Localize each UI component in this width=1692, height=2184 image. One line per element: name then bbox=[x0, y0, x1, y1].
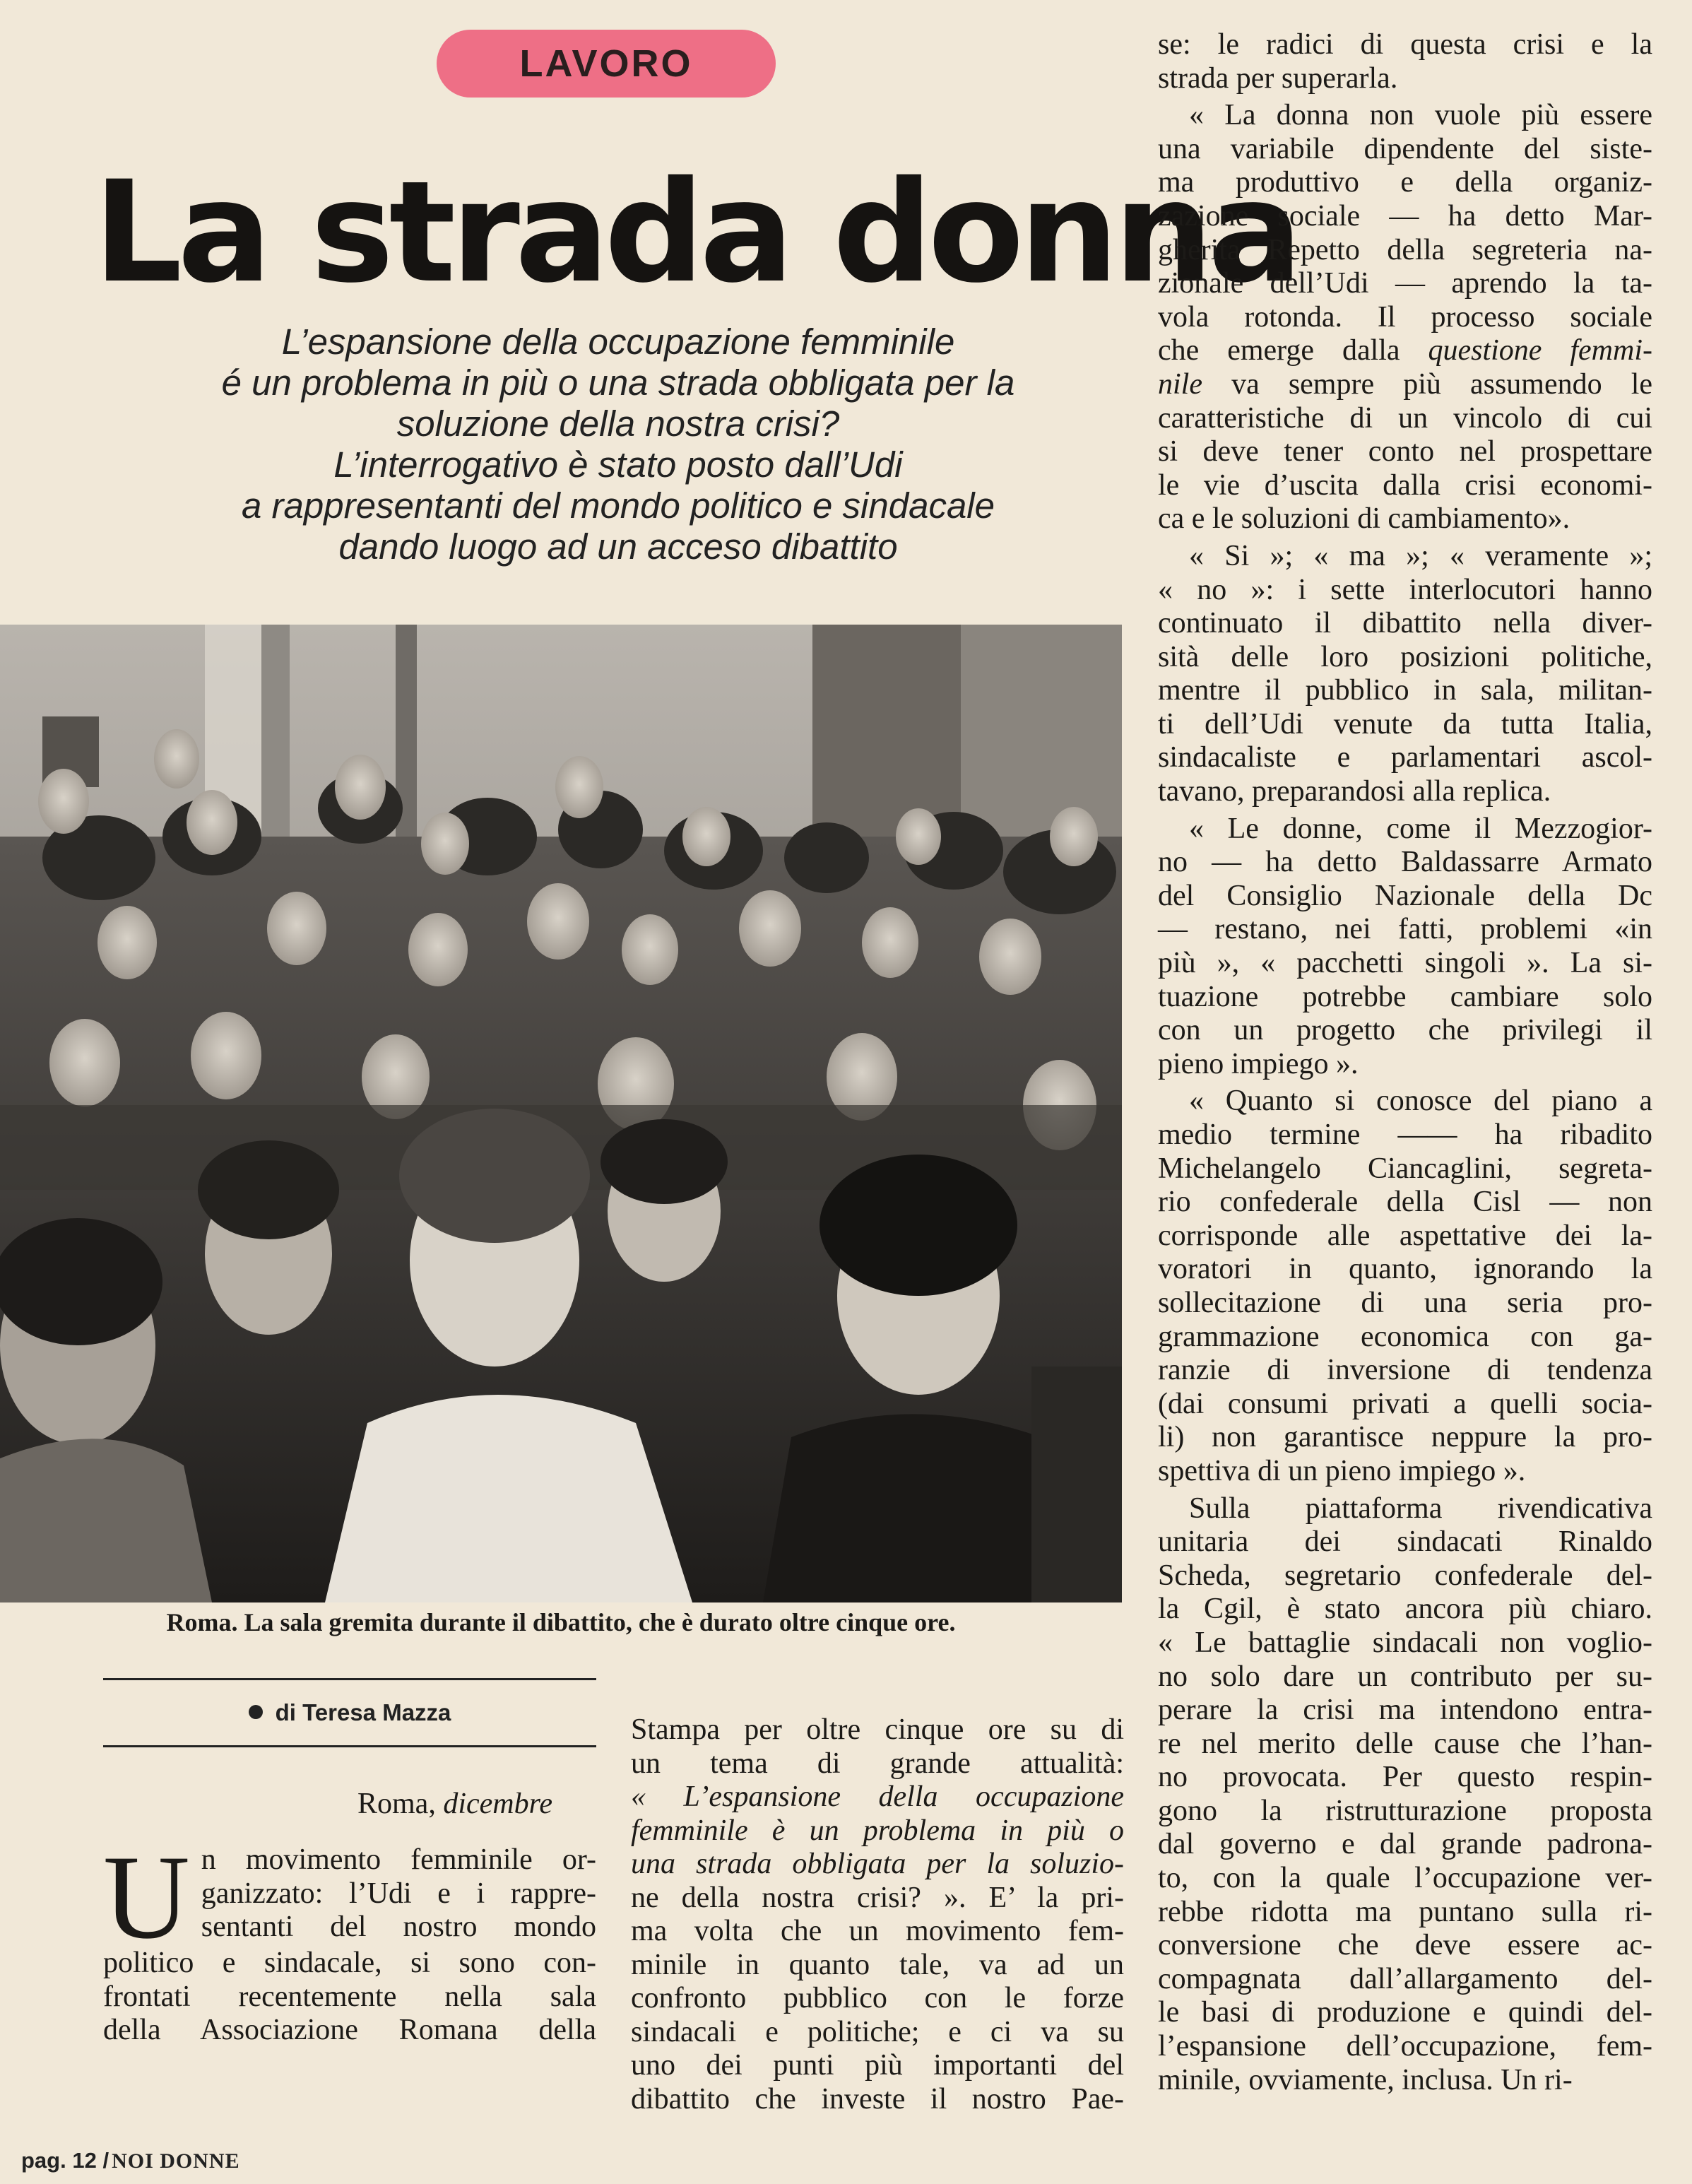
text-line: « La donna non vuole più essere bbox=[1189, 99, 1652, 132]
text-line: caratteristiche di un vincolo di cui bbox=[1158, 401, 1652, 435]
text-line: corrisponde alle aspettative dei la- bbox=[1158, 1219, 1652, 1252]
text-line: continuato il dibattito nella diver- bbox=[1158, 607, 1652, 640]
text-line: confronto pubblico con le forze bbox=[631, 1982, 1124, 2014]
text-line: mentre il pubblico in sala, militan- bbox=[1158, 674, 1652, 707]
text-line: voratori in quanto, ignorando la bbox=[1158, 1253, 1652, 1286]
text-line: « L’espansione della occupazione bbox=[631, 1781, 1124, 1813]
paragraph bbox=[1158, 540, 1652, 809]
text-line: sindacaliste e parlamentari ascol- bbox=[1158, 741, 1652, 774]
text-line: che emerge dalla questione femmi- bbox=[1158, 334, 1652, 367]
text-line: femminile è un problema in più o bbox=[631, 1814, 1124, 1847]
text-line: no provocata. Per questo respin- bbox=[1158, 1761, 1652, 1794]
photo-caption: Roma. La sala gremita durante il dibattito, che è durato oltre cinque ore. bbox=[166, 1608, 956, 1636]
text-line: li) non garantisce neppure la pro- bbox=[1158, 1421, 1652, 1454]
text-line: zazione sociale — ha detto Mar- bbox=[1158, 199, 1652, 232]
paragraph bbox=[1158, 28, 1652, 95]
text-line: Michelangelo Ciancaglini, segreta- bbox=[1158, 1152, 1652, 1185]
subtitle-line: é un problema in più o una strada obbligata per la bbox=[221, 362, 1015, 403]
text-line: Scheda, segretario confederale del- bbox=[1158, 1559, 1652, 1592]
text-line: ma volta che un movimento fem- bbox=[631, 1915, 1124, 1947]
paragraph bbox=[1158, 99, 1652, 536]
text-line: zionale dell’Udi — aprendo la ta- bbox=[1158, 267, 1652, 300]
text-line: rio confederale della Cisl — non bbox=[1158, 1186, 1652, 1219]
text-line: perare la crisi ma intendono entra- bbox=[1158, 1694, 1652, 1727]
article-column-2 bbox=[631, 1713, 1124, 2116]
text-line: « Si »; « ma »; « veramente »; bbox=[1189, 539, 1652, 572]
byline bbox=[103, 1699, 596, 1726]
text-line: grammazione economica con ga- bbox=[1158, 1320, 1652, 1353]
text-line: strada per superarla. bbox=[1158, 61, 1398, 95]
section-tag: LAVORO bbox=[437, 30, 776, 98]
text-line: « Le donne, come il Mezzogior- bbox=[1189, 812, 1652, 845]
text-line: della Associazione Romana della bbox=[103, 2014, 596, 2046]
text-line: « no »: i sette interlocutori hanno bbox=[1158, 573, 1652, 606]
text-line: più », « pacchetti singoli ». La si- bbox=[1158, 947, 1652, 980]
subtitle-line: soluzione della nostra crisi? bbox=[396, 403, 840, 444]
text-line: ne della nostra crisi? ». E’ la pri- bbox=[631, 1881, 1124, 1914]
paragraph bbox=[1158, 813, 1652, 1082]
text-line: Sulla piattaforma rivendicativa bbox=[1189, 1492, 1652, 1525]
text-line: ca e le soluzioni di cambiamento». bbox=[1158, 502, 1570, 536]
subtitle bbox=[113, 321, 1123, 567]
text-line: (dai consumi privati a quelli socia- bbox=[1158, 1387, 1652, 1420]
text-line: « Quanto si conosce del piano a bbox=[1189, 1085, 1652, 1118]
text-line: frontati recentemente nella sala bbox=[103, 1980, 596, 2013]
text-line: sentanti del nostro mondo bbox=[201, 1911, 596, 1943]
text-line: minile, ovviamente, inclusa. Un ri- bbox=[1158, 2063, 1573, 2096]
text-line: si deve tener conto nel prospettare bbox=[1158, 435, 1652, 468]
text-line: unitaria dei sindacati Rinaldo bbox=[1158, 1525, 1652, 1559]
text-line: ganizzato: l’Udi e i rappre- bbox=[201, 1877, 596, 1910]
article-column-3 bbox=[1158, 28, 1652, 2097]
text-line: medio termine —— ha ribadito bbox=[1158, 1118, 1652, 1151]
text-line: Stampa per oltre cinque ore su di bbox=[631, 1713, 1124, 1746]
dateline bbox=[357, 1788, 552, 1822]
text-line: con un progetto che privilegi il bbox=[1158, 1014, 1652, 1047]
text-line: rebbe ridotta ma puntano sulla ri- bbox=[1158, 1895, 1652, 1928]
text-line: una strada obbligata per la soluzio- bbox=[631, 1848, 1124, 1880]
text-line: sollecitazione di una seria pro- bbox=[1158, 1286, 1652, 1319]
text-line: le basi di produzione e quindi del- bbox=[1158, 1996, 1652, 2029]
text-line: compagnata dall’allargamento del- bbox=[1158, 1962, 1652, 1995]
magazine-logo: NOI DONNE bbox=[112, 2149, 240, 2173]
page-number: pag. 12 bbox=[21, 2148, 97, 2173]
text-line: nile va sempre più assumendo le bbox=[1158, 367, 1652, 401]
text-line: sità delle loro posizioni politiche, bbox=[1158, 640, 1652, 673]
text-line: minile in quanto tale, va ad un bbox=[631, 1948, 1124, 1981]
text-line: dal governo e dal grande padrona- bbox=[1158, 1828, 1652, 1861]
paragraph bbox=[1158, 1492, 1652, 2098]
text-line: no solo dare un contributo per su- bbox=[1158, 1660, 1652, 1693]
text-line: vola rotonda. Il processo sociale bbox=[1158, 300, 1652, 333]
text-line: politico e sindacale, si sono con- bbox=[103, 1947, 596, 1979]
text-line: re nel merito delle cause che l’han- bbox=[1158, 1727, 1652, 1760]
text-line: se: le radici di questa crisi e la bbox=[1158, 28, 1652, 61]
subtitle-line: L’interrogativo è stato posto dall’Udi bbox=[333, 444, 903, 485]
text-line: spettiva di un pieno impiego ». bbox=[1158, 1454, 1526, 1487]
byline-rule-top bbox=[103, 1678, 596, 1680]
text-line: la Cgil, è stato ancora più chiaro. bbox=[1158, 1593, 1652, 1626]
dateline-date: dicembre bbox=[443, 1788, 553, 1820]
text-line: to, con la quale l’occupazione ver- bbox=[1158, 1862, 1652, 1895]
text-line: gono la ristrutturazione proposta bbox=[1158, 1794, 1652, 1827]
drop-cap: U bbox=[103, 1831, 190, 1964]
subtitle-line: L’espansione della occupazione femminile bbox=[281, 321, 955, 362]
headline: La strada donna bbox=[93, 150, 1298, 314]
text-line: tuazione potrebbe cambiare solo bbox=[1158, 980, 1652, 1013]
text-line: « Le battaglie sindacali non voglio- bbox=[1158, 1626, 1652, 1659]
text-line: — restano, nei fatti, problemi «in bbox=[1158, 913, 1652, 946]
text-line: tavano, preparandosi alla replica. bbox=[1158, 775, 1551, 808]
text-line: conversione che deve essere ac- bbox=[1158, 1929, 1652, 1962]
subtitle-line: dando luogo ad un acceso dibattito bbox=[338, 526, 898, 567]
text-line: dibattito che investe il nostro Pae- bbox=[631, 2082, 1124, 2115]
text-line: del Consiglio Nazionale della Dc bbox=[1158, 879, 1652, 912]
audience-photo bbox=[0, 625, 1122, 1602]
subtitle-line: a rappresentanti del mondo politico e sindacale bbox=[241, 485, 995, 526]
byline-text: di Teresa Mazza bbox=[275, 1699, 451, 1725]
article-column-1 bbox=[103, 1831, 596, 2048]
text-line: una variabile dipendente del siste- bbox=[1158, 132, 1652, 165]
text-line: un tema di grande attualità: bbox=[631, 1747, 1124, 1780]
paragraph bbox=[1158, 1085, 1652, 1488]
text-line: l’espansione dell’occupazione, fem- bbox=[1158, 2030, 1652, 2063]
bullet-icon bbox=[249, 1705, 263, 1719]
text-line: pieno impiego ». bbox=[1158, 1047, 1359, 1080]
text-line: le vie d’uscita dalla crisi economi- bbox=[1158, 468, 1652, 502]
text-line: gherita Repetto della segreteria na- bbox=[1158, 233, 1652, 266]
text-line: ranzie di inversione di tendenza bbox=[1158, 1354, 1652, 1387]
text-line: ti dell’Udi venute da tutta Italia, bbox=[1158, 707, 1652, 740]
text-line: uno dei punti più importanti del bbox=[631, 2049, 1124, 2082]
footer-separator: / bbox=[102, 2148, 110, 2173]
text-line: no — ha detto Baldassarre Armato bbox=[1158, 846, 1652, 879]
byline-rule-bottom bbox=[103, 1745, 596, 1747]
text-line: sindacali e politiche; e ci va su bbox=[631, 2015, 1124, 2048]
page-footer bbox=[21, 2148, 240, 2173]
text-line: n movimento femminile or- bbox=[201, 1843, 596, 1876]
text-line: ma produttivo e della organiz- bbox=[1158, 166, 1652, 199]
dateline-place: Roma, bbox=[357, 1788, 436, 1820]
